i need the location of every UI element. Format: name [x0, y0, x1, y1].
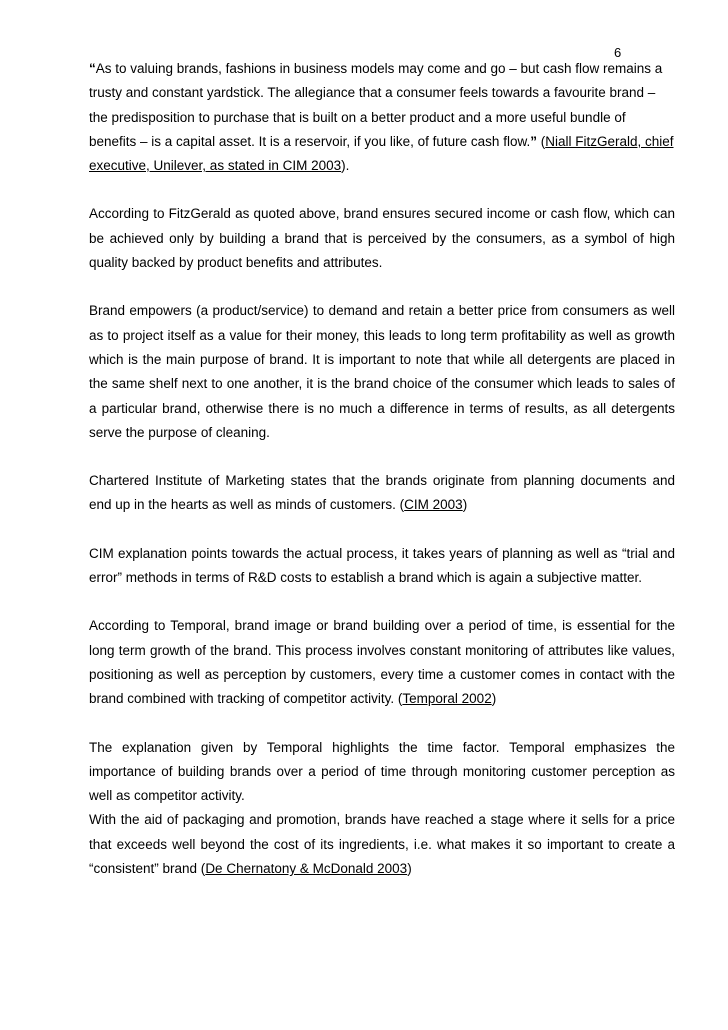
document-body — [89, 57, 675, 905]
paragraph-text: CIM explanation points towards the actual process, it takes years of planning as well as “trial and error” methods in terms of R&D costs to establish a brand which is again a subjective matter. — [89, 545, 675, 586]
paragraph-text: Brand empowers (a product/service) to demand and retain a better price from consumers as well as to project itself as a value for their money, this leads to long term profitability as well as growth which is the main purpose of brand. It is important to note that while all detergents are placed in the same shelf next to one another, it is the brand choice of the consumer which leads to sales of a particular brand, otherwise there is no much a difference in terms of results, as all detergents serve the purpose of cleaning. — [89, 303, 675, 440]
quote-open-mark: “ — [89, 61, 96, 76]
paragraph-cim-explanation — [89, 542, 675, 591]
paragraph-text: According to Temporal, brand image or brand building over a period of time, is essential for the long term growth of the brand. This process involves constant monitoring of attributes like values, positioning as well as perception by customers, every time a customer comes in contact with the brand combined with tracking of competitor activity. ( — [89, 618, 675, 707]
paragraph-fitzgerald-analysis — [89, 202, 675, 275]
paragraph-brand-empowers — [89, 299, 675, 445]
paragraph-text: The explanation given by Temporal highlights the time factor. Temporal emphasizes the importance of building brands over a period of time through monitoring customer perception as well as competitor activity. — [89, 739, 675, 804]
paragraph-text: According to FitzGerald as quoted above, brand ensures secured income or cash flow, which can be achieved only by building a brand that is perceived by the consumers, as a symbol of high quality backed by product benefits and attributes. — [89, 206, 675, 271]
paragraph-text: With the aid of packaging and promotion, brands have reached a stage where it sells for a price that exceeds well beyond the cost of its ingredients, i.e. what makes it so important to create a “consistent” brand ( — [89, 812, 675, 877]
paragraph-packaging-promotion — [89, 808, 675, 881]
quote-post-citation: ). — [341, 158, 350, 174]
quote-paragraph — [89, 57, 675, 178]
quote-pre-citation: ( — [536, 133, 546, 149]
citation: Temporal 2002 — [402, 691, 492, 707]
quote-text: As to valuing brands, fashions in business models may come and go – but cash flow remains a trusty and constant yardstick. The allegiance that a consumer feels towards a favourite brand – the predisposition to purchase that is built on a better product and a more useful bundle of benefits – is a capital asset. It is a reservoir, if you like, of future cash flow. — [89, 61, 663, 149]
paragraph-text: Chartered Institute of Marketing states that the brands originate from planning documents and end up in the hearts as well as minds of customers. ( — [89, 473, 675, 513]
citation-close: ) — [491, 691, 497, 707]
citation: CIM 2003 — [404, 497, 463, 513]
citation-close: ) — [462, 497, 468, 513]
citation-close: ) — [407, 861, 412, 877]
quote-citation: Niall FitzGerald, chief executive, Unilever, as stated in CIM 2003 — [89, 133, 674, 174]
citation: De Chernatony & McDonald 2003 — [205, 861, 408, 877]
paragraph-temporal — [89, 614, 675, 711]
quote-close-mark: ” — [530, 133, 537, 149]
paragraph-temporal-explanation — [89, 736, 675, 809]
page-number: 6 — [614, 45, 622, 60]
paragraph-cim-statement — [89, 469, 675, 518]
